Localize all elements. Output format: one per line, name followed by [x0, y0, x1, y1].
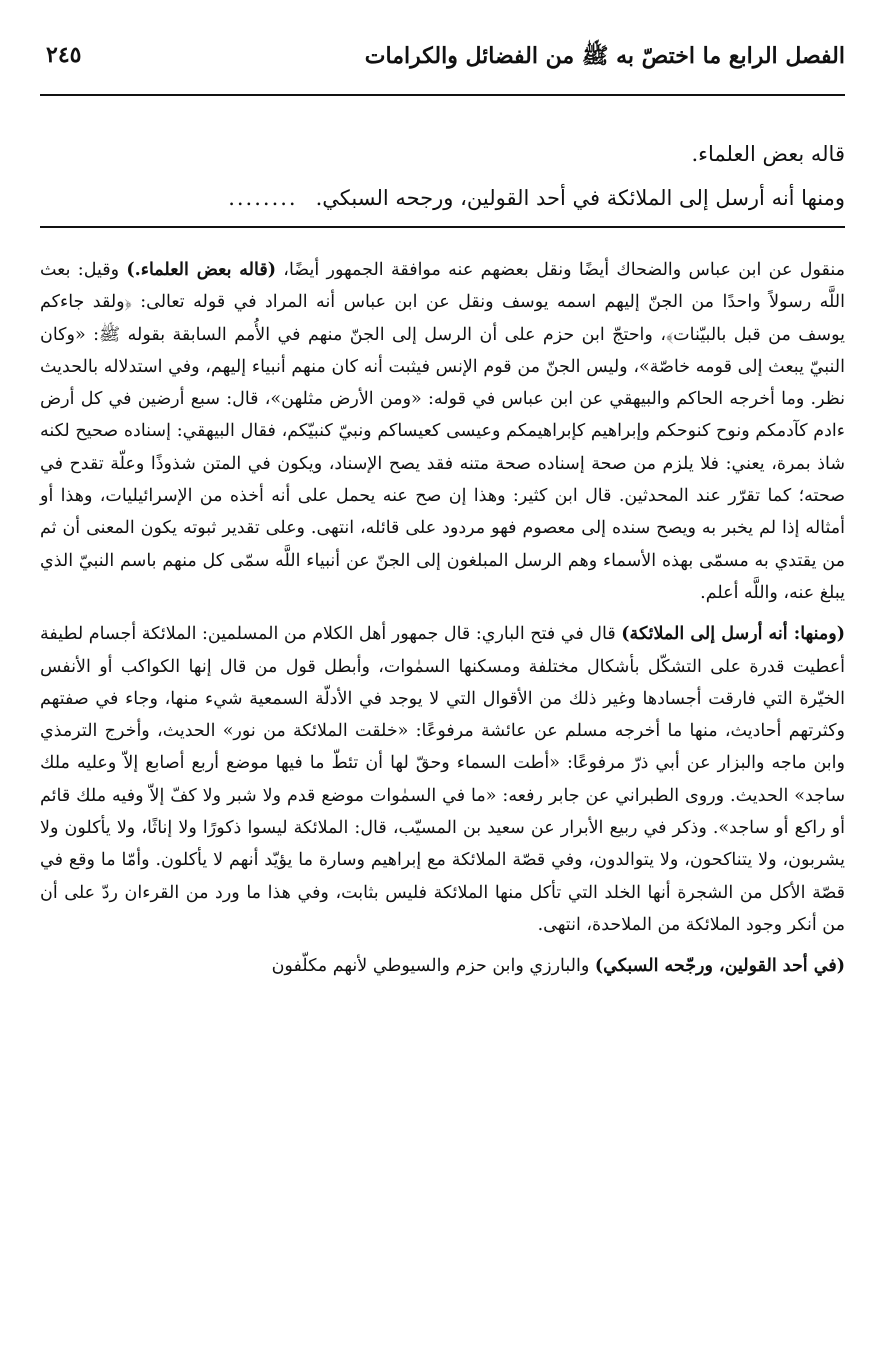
commentary-segment: قال في فتح الباري: قال جمهور أهل الكلام من المسلمين: الملائكة أجسام لطيفة أعطيت قدرة على التشكّل بأشكال مختلفة ومسكنها السمٰوات، وأبطل قول من قال إنها الكواكب أو الأنفس الخيّرة التي فارقت أجسادها وغير ذلك من الأقوال التي لا يوجد في الأدلّة السمعية شيء منها، وجاء في صفتهم وكثرتهم أحاديث، منها ما أخرجه مسلم عن عائشة مرفوعًا: «خلقت الملائكة من نور» الحديث، وأخرج الترمذي وابن ماجه والبزار عن أبي ذرّ مرفوعًا: «أطت السماء وحقّ لها أن تئطّ ما فيها موضع أربع أصابع إلاّ وعليه ملك ساجد» الحديث. وروى الطبراني عن جابر رفعه: «ما في السمٰوات موضع قدم ولا شبر ولا كفّ إلاّ وفيه ملك قائم أو راكع أو ساجد». وذكر في ربيع الأبرار عن سعيد بن المسيّب، قال: الملائكة ليسوا ذكورًا ولا إناثًا، ولا يأكلون ولا يشربون، ولا يتناكحون، ولا يتوالدون، وفي قصّة الملائكة مع إبراهيم وسارة ما يؤيّد أنهم لا يأكلون. وأمّا ما وقع في قصّة الأكل من الشجرة أنها الخلد التي تأكل منها الملائكة فليس بثابت، وفي هذا ما ورد من القرءان ردّ على أن من أنكر وجود الملائكة من الملاحدة، انتهى. — [40, 624, 845, 935]
page-number: ٢٤٥ — [46, 42, 82, 68]
main-text-sentence: ومنها أنه أرسل إلى الملائكة في أحد القولين، ورجحه السبكي. — [315, 186, 845, 210]
main-text — [40, 132, 845, 220]
header-divider — [40, 94, 845, 96]
running-header — [40, 42, 845, 86]
commentary-paragraph — [40, 254, 845, 609]
commentary-segment: منقول عن ابن عباس والضحاك أيضًا ونقل بعضهم عنه موافقة الجمهور أيضًا، — [275, 260, 845, 280]
commentary-paragraph — [40, 950, 845, 982]
commentary-segment: والبارزي وابن حزم والسيوطي لأنهم مكلّفون — [271, 956, 595, 977]
main-text-line: قاله بعض العلماء. — [691, 142, 845, 166]
main-text-divider — [40, 226, 845, 228]
commentary-text — [40, 254, 845, 983]
commentary-segment: وقيل: بعث اللَّه رسولاً واحدًا من الجنّ إليهم اسمه يوسف ونقل عن ابن عباس أنه المراد في قوله تعالى: ﴿ولقد جاءكم يوسف من قبل بالبيّنات﴾، واحتجّ ابن حزم على أن الرسل إلى الجنّ منهم في الأُمم السابقة بقوله ﷺ: «وكان النبيّ يبعث إلى قومه خاصّة»، وليس الجنّ من قوم الإنس فيثبت أنه كان منهم أنبياء إليهم، وفي استدلاله بالحديث نظر. وما أخرجه الحاكم والبيهقي عن ابن عباس في قوله: «ومن الأرض مثلهن»، قال: سبع أرضين في كل أرض ءادم كآدمكم ونوح كنوحكم وإبراهيم كإبراهيمكم وعيسى كعيساكم ونبيّ كنبيّكم، فقال البيهقي: إسناده صحيح لكنه شاذ بمرة، يعني: فلا يلزم من صحة إسناده صحة متنه فقد يصح الإسناد، ويكون في المتن شذوذًا وعلّة تقدح في صحته؛ كما تقرّر عند المحدثين. قال ابن كثير: وهذا إن صح عنه يحمل على أنه أخذه من الإسرائيليات، وهذا أو أمثاله إذا لم يخبر به ويصح سنده إلى معصوم فهو مردود على قائله، انتهى. وعلى تقدير ثبوته يكون المعنى أن ثم من يقتدي به مسمّى بهذه الأسماء وهم الرسل المبلغون إلى الجنّ عن أنبياء اللَّه سمّى كل منهم باسم النبيّ الذي يبلغ عنه، واللَّه أعلم. — [40, 260, 845, 603]
ellipsis-dots: ........ — [228, 186, 298, 210]
quoted-lemma: (ومنها: أنه أرسل إلى الملائكة) — [621, 624, 845, 645]
chapter-title: الفصل الرابع ما اختصّ به ﷺ من الفضائل والكرامات — [364, 43, 845, 69]
main-text-line — [40, 176, 845, 220]
quoted-lemma: (قاله بعض العلماء.) — [126, 260, 276, 280]
quoted-lemma: (في أحد القولين، ورجّحه السبكي) — [594, 956, 845, 977]
commentary-paragraph — [40, 618, 845, 941]
